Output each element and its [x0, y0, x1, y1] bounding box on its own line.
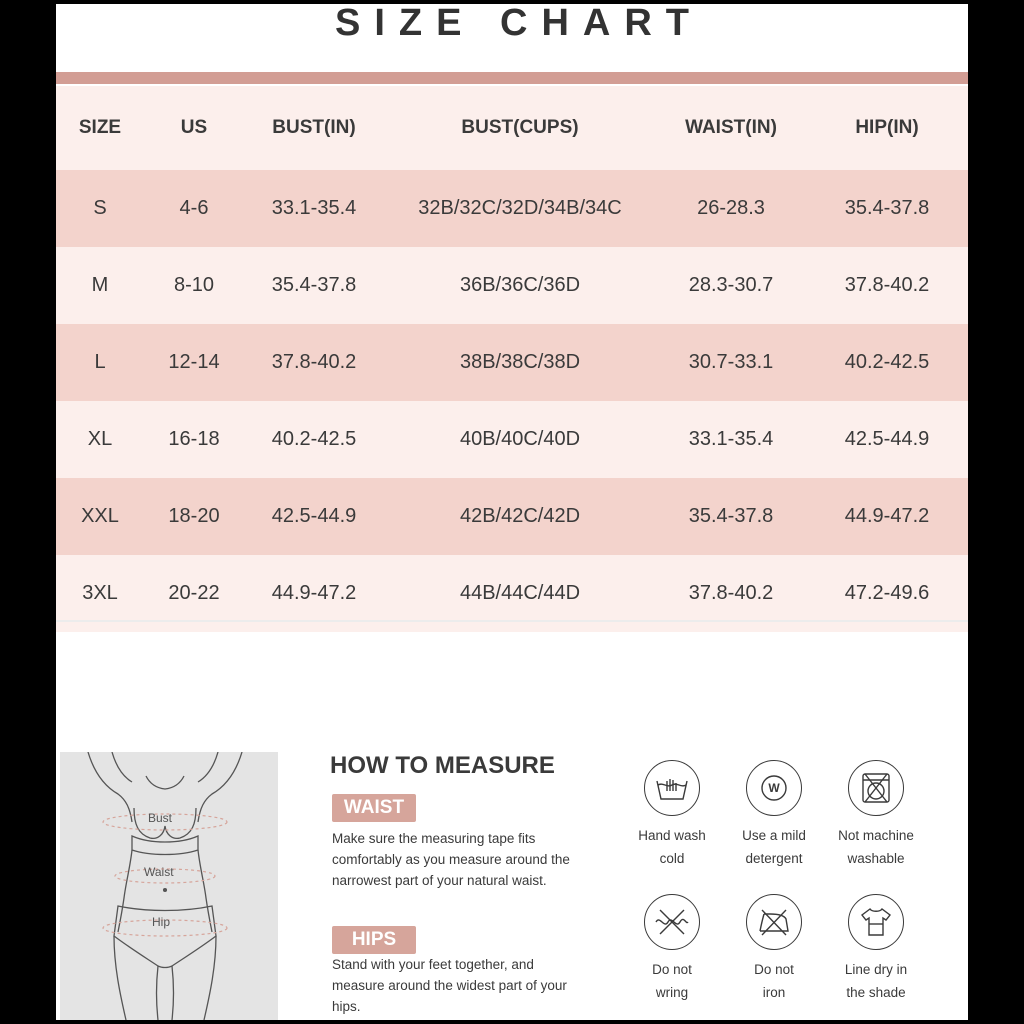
care-label-line2: washable [847, 851, 905, 866]
hand-wash-icon [644, 760, 700, 816]
cell-bust-in: 40.2-42.5 [244, 401, 384, 478]
care-no-machine-wash [824, 760, 928, 870]
hips-instructions: Stand with your feet together, and measure around the widest part of your hips. [332, 957, 567, 1014]
hip-label: Hip [152, 915, 171, 929]
cell-waist-in: 37.8-40.2 [656, 555, 806, 632]
body-outline-illustration [60, 752, 278, 1020]
no-machine-wash-icon [848, 760, 904, 816]
header-bust-in: BUST(IN) [244, 86, 384, 170]
do-not-wring-icon [644, 894, 700, 950]
care-label-line1: Do not [754, 962, 794, 977]
size-table [56, 86, 968, 632]
care-do-not-iron [722, 894, 826, 1004]
header-hip-in: HIP(IN) [806, 86, 968, 170]
line-dry-shade-icon [848, 894, 904, 950]
care-label-line1: Do not [652, 962, 692, 977]
cell-us: 20-22 [144, 555, 244, 632]
care-hand-wash [620, 760, 724, 870]
cell-hip-in: 40.2-42.5 [806, 324, 968, 401]
cell-waist-in: 30.7-33.1 [656, 324, 806, 401]
table-row [56, 401, 968, 478]
cell-bust-cups: 36B/36C/36D [384, 247, 656, 324]
cell-bust-in: 33.1-35.4 [244, 170, 384, 247]
care-mild-detergent [722, 760, 826, 870]
cell-bust-cups: 42B/42C/42D [384, 478, 656, 555]
table-row [56, 478, 968, 555]
care-line-dry-shade [824, 894, 928, 1004]
cell-hip-in: 37.8-40.2 [806, 247, 968, 324]
svg-text:W: W [768, 781, 780, 795]
cell-waist-in: 33.1-35.4 [656, 401, 806, 478]
table-row [56, 247, 968, 324]
divider [56, 620, 968, 622]
cell-hip-in: 42.5-44.9 [806, 401, 968, 478]
hips-tag: HIPS [332, 926, 416, 954]
care-label-line2: cold [659, 851, 685, 866]
cell-bust-in: 42.5-44.9 [244, 478, 384, 555]
cell-size: 3XL [56, 555, 144, 632]
cell-hip-in: 47.2-49.6 [806, 555, 968, 632]
care-label-line1: Not machine [838, 828, 914, 843]
care-label-line2: the shade [846, 985, 906, 1000]
care-label-line1: Use a mild [742, 828, 806, 843]
cell-bust-cups: 40B/40C/40D [384, 401, 656, 478]
care-label-line1: Hand wash [638, 828, 706, 843]
waist-instructions: Make sure the measuring tape fits comfortably as you measure around the narrowest part of your natural waist. [332, 831, 570, 888]
cell-hip-in: 35.4-37.8 [806, 170, 968, 247]
cell-waist-in: 26-28.3 [656, 170, 806, 247]
cell-us: 8-10 [144, 247, 244, 324]
cell-size: XL [56, 401, 144, 478]
header-us: US [144, 86, 244, 170]
waist-tag: WAIST [332, 794, 416, 822]
table-header-row [56, 86, 968, 170]
care-label-line2: iron [762, 985, 786, 1000]
cell-bust-cups: 44B/44C/44D [384, 555, 656, 632]
care-label-line1: Line dry in [844, 962, 908, 977]
cell-us: 18-20 [144, 478, 244, 555]
header-bust-cups: BUST(CUPS) [384, 86, 656, 170]
cell-waist-in: 28.3-30.7 [656, 247, 806, 324]
cell-bust-cups: 38B/38C/38D [384, 324, 656, 401]
cell-size: L [56, 324, 144, 401]
cell-size: XXL [56, 478, 144, 555]
care-label-line2: detergent [745, 851, 803, 866]
cell-size: S [56, 170, 144, 247]
cell-bust-in: 44.9-47.2 [244, 555, 384, 632]
cell-bust-in: 37.8-40.2 [244, 324, 384, 401]
table-row [56, 170, 968, 247]
cell-bust-cups: 32B/32C/32D/34B/34C [384, 170, 656, 247]
cell-us: 4-6 [144, 170, 244, 247]
cell-us: 16-18 [144, 401, 244, 478]
cell-bust-in: 35.4-37.8 [244, 247, 384, 324]
header-accent-bar [56, 72, 968, 84]
do-not-iron-icon [746, 894, 802, 950]
cell-hip-in: 44.9-47.2 [806, 478, 968, 555]
cell-waist-in: 35.4-37.8 [656, 478, 806, 555]
size-chart-sheet [56, 4, 968, 1020]
how-to-measure-title: HOW TO MEASURE [330, 752, 555, 779]
cell-us: 12-14 [144, 324, 244, 401]
page-title: SIZE CHART [335, 4, 703, 44]
body-figure [60, 752, 278, 1020]
care-label-line2: wring [655, 985, 689, 1000]
table-row [56, 324, 968, 401]
header-size: SIZE [56, 86, 144, 170]
cell-size: M [56, 247, 144, 324]
care-do-not-wring [620, 894, 724, 1004]
waist-label: Waist [144, 865, 174, 879]
header-waist-in: WAIST(IN) [656, 86, 806, 170]
mild-detergent-icon [746, 760, 802, 816]
bust-label: Bust [148, 811, 173, 825]
